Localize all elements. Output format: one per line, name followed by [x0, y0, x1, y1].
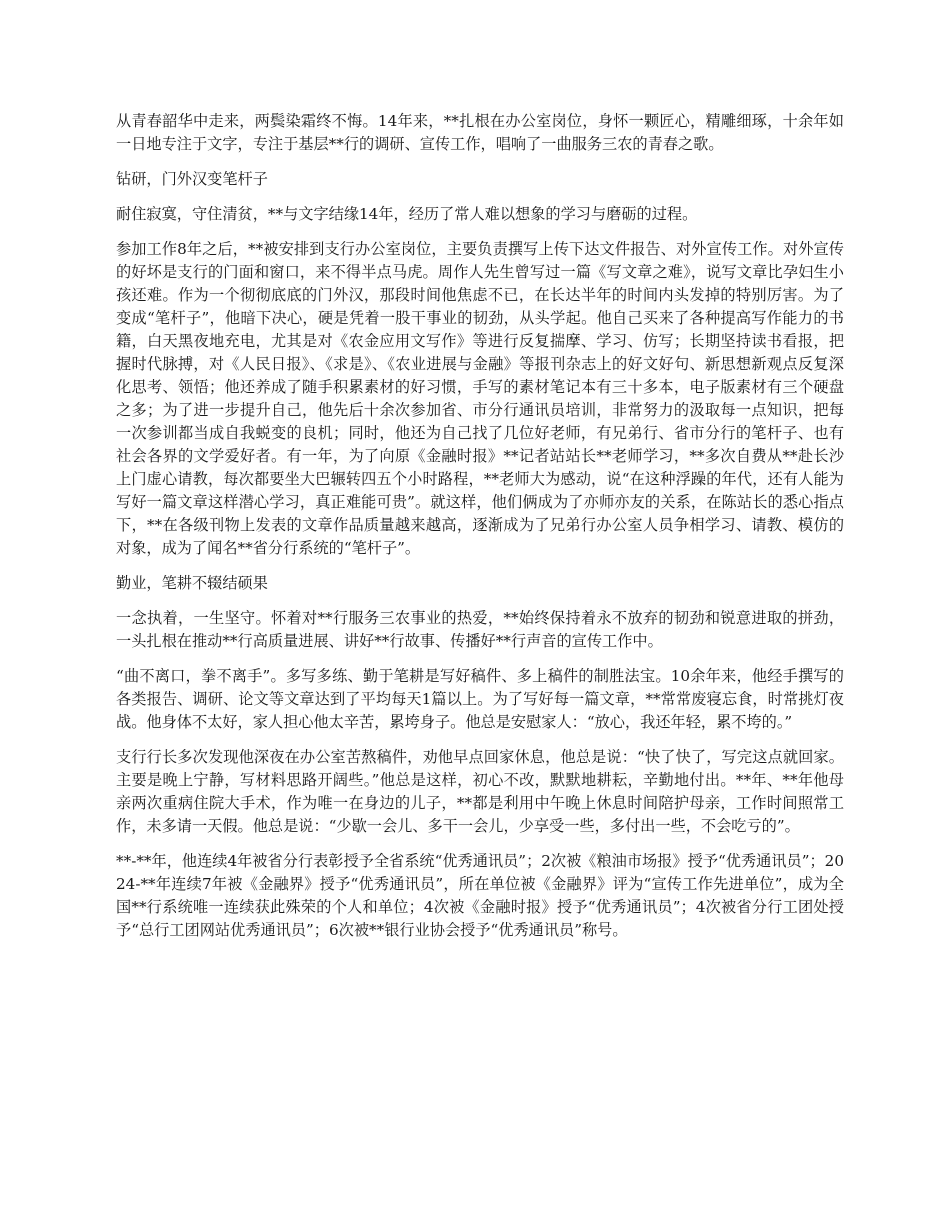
- paragraph: 耐住寂寞，守住清贫，**与文字结缘14年，经历了常人难以想象的学习与磨砺的过程。: [116, 205, 698, 223]
- paragraph: “曲不离口，拳不离手”。多写多练、勤于笔耕是写好稿件、多上稿件的制胜法宝。10余年来，他经手撰写的各类报告、调研、论文等文章达到了平均每天1篇以上。为了写好每一篇文章，**常常废寝忘食，时常挑灯夜战。他身体不太好，家人担心他太辛苦，累垮身子。他总是安慰家人：“放心，我还年轻，累不垮的。”: [116, 667, 844, 731]
- section-heading-diligence: 勤业，笔耕不辍结硕果: [116, 574, 268, 592]
- intro-paragraph: 从青春韶华中走来，两鬓染霜终不悔。14年来，**扎根在办公室岗位，身怀一颗匠心，精雕细琢，十余年如一日地专注于文字，专注于基层**行的调研、宣传工作，唱响了一曲服务三农的青春之歌。: [116, 112, 844, 153]
- awards-paragraph: **-**年，他连续4年被省分行表彰授予全省系统“优秀通讯员”；2次被《粮油市场报》授予“优秀通讯员”；2024-**年连续7年被《金融界》授予“优秀通讯员”，所在单位被《金融界》评为“宣传工作先进单位”，成为全国**行系统唯一连续获此殊荣的个人和单位；4次被《金融时报》授予“优秀通讯员”；4次被省分行工团处授予“总行工团网站优秀通讯员”；6次被**银行业协会授予“优秀通讯员”称号。: [116, 852, 844, 939]
- document-body: [116, 110, 844, 954]
- paragraph: 一念执着，一生坚守。怀着对**行服务三农事业的热爱，**始终保持着永不放弃的韧劲和锐意进取的拼劲，一头扎根在推动**行高质量进展、讲好**行故事、传播好**行声音的宣传工作中。: [116, 609, 844, 650]
- section-heading-study: 钻研，门外汉变笔杆子: [116, 170, 268, 188]
- paragraph: 参加工作8年之后，**被安排到支行办公室岗位，主要负责撰写上传下达文件报告、对外宣传工作。对外宣传的好坏是支行的门面和窗口，来不得半点马虎。周作人先生曾写过一篇《写文章之难》，说写文章比孕妇生小孩还难。作为一个彻彻底底的门外汉，那段时间他焦虑不已，在长达半年的时间内头发掉的特别厉害。为了变成“笔杆子”，他暗下决心，硬是凭着一股干事业的韧劲，从头学起。他自己买来了各种提高写作能力的书籍，白天黑夜地充电，尤其是对《农金应用文写作》等进行反复揣摩、学习、仿写；长期坚持读书看报，把握时代脉搏，对《人民日报》、《求是》、《农业进展与金融》等报刊杂志上的好文好句、新思想新观点反复深化思考、领悟；他还养成了随手积累素材的好习惯，手写的素材笔记本有三十多本，电子版素材有三个硬盘之多；为了进一步提升自己，他先后十余次参加省、市分行通讯员培训，非常努力的汲取每一点知识，把每一次参训都当成自我蜕变的良机；同时，他还为自己找了几位好老师，有兄弟行、省市分行的笔杆子、也有社会各界的文学爱好者。有一年，为了向原《金融时报》**记者站站长**老师学习，**多次自费从**赴长沙上门虚心请教，每次都要坐大巴辗转四五个小时路程，**老师大为感动，说“在这种浮躁的年代，还有人能为写好一篇文章这样潜心学习，真正难能可贵”。就这样，他们俩成为了亦师亦友的关系，在陈站长的悉心指点下，**在各级刊物上发表的文章作品质量越来越高，逐渐成为了兄弟行办公室人员争相学习、请教、模仿的对象，成为了闻名**省分行系统的“笔杆子”。: [116, 240, 844, 557]
- paragraph: 支行行长多次发现他深夜在办公室苦熬稿件，劝他早点回家休息，他总是说：“快了快了，写完这点就回家。主要是晚上宁静，写材料思路开阔些。”他总是这样，初心不改，默默地耕耘，辛勤地付出。**年、**年他母亲两次重病住院大手术，作为唯一在身边的儿子，**都是利用中午晚上休息时间陪护母亲，工作时间照常工作，未多请一天假。他总是说：“少歇一会儿、多干一会儿，少享受一些，多付出一些，不会吃亏的”。: [116, 748, 844, 835]
